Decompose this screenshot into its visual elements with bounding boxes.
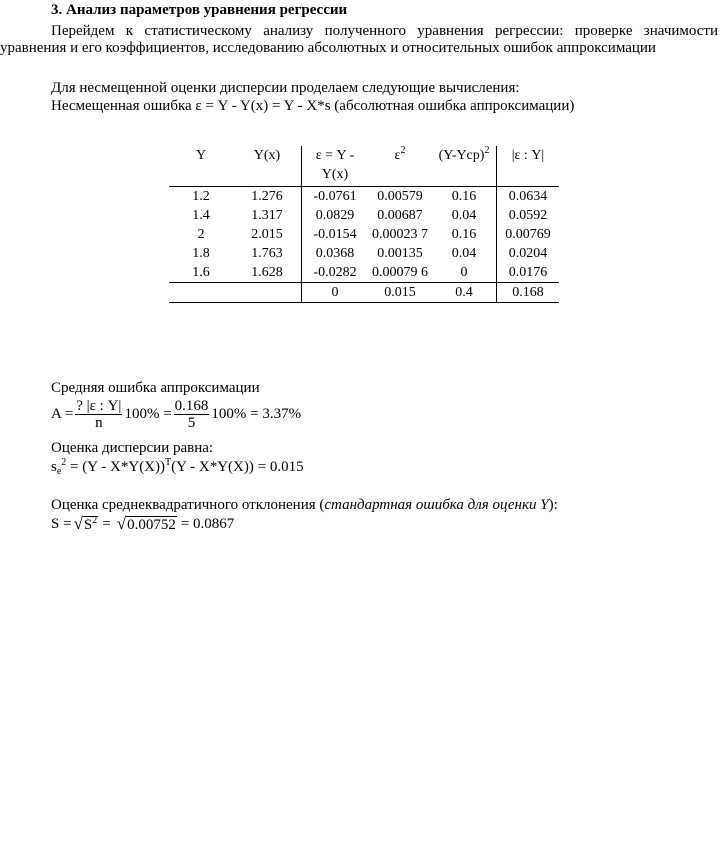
regression-table	[169, 146, 559, 303]
table-row: 1.6 1.628 -0.0282 0.00079 6 0 0.0176	[169, 263, 559, 283]
sqrt-icon: √ $S^2$	[73, 514, 98, 533]
col-header-eps2: $\varepsilon^2$	[368, 146, 432, 187]
col-header-yx: Y(x)	[233, 146, 302, 187]
error-definition-line: Несмещенная ошибка ε = Y - Y(x) = Y - X*s (абсолютная ошибка аппроксимации)	[51, 98, 575, 114]
table-row: 2 2.015 -0.0154 0.00023 7 0.16 0.00769	[169, 225, 559, 244]
col-header-y: Y	[169, 146, 233, 187]
dispersion-title: Оценка дисперсии равна:	[51, 440, 214, 456]
calc-line: Для несмещенной оценки дисперсии проделаем следующие вычисления:	[51, 80, 520, 96]
intro-paragraph	[0, 23, 718, 57]
totals-row: 0 0.015 0.4 0.168	[169, 283, 559, 303]
intro-text: Перейдем к статистическому анализу полученного уравнения регрессии: проверке значимости уравнения и его коэффициентов, исследованию абсолютных и относительных ошибок аппроксимации	[0, 23, 718, 56]
avg-error-title: Средняя ошибка аппроксимации	[51, 380, 260, 396]
table-row: 1.8 1.763 0.0368 0.00135 0.04 0.0204	[169, 244, 559, 263]
table-row: 1.4 1.317 0.0829 0.00687 0.04 0.0592	[169, 206, 559, 225]
table-row: 1.2 1.276 -0.0761 0.00579 0.16 0.0634	[169, 187, 559, 207]
col-header-dev2: $(Y-Yср)^2$	[432, 146, 497, 187]
section-heading: 3. Анализ параметров уравнения регрессии	[51, 2, 348, 18]
fraction-sum-over-n: $\frac{? |\varepsilon : Y|}{n}$	[76, 398, 122, 431]
formula-avg-error: A = $\frac{? |\varepsilon : Y|}{n}$ 100% = $\frac{0.168}{5}$ 100% = 3.37%	[51, 398, 302, 431]
formula-dispersion: $s_e^2 = (Y - X*Y(X))^T(Y - X*Y(X)) = 0.015$	[51, 457, 304, 477]
sqrt-icon: √ 0.00752	[116, 514, 176, 533]
col-header-eps: ε = Y - Y(x)	[302, 146, 369, 187]
std-dev-title: Оценка среднеквадратичного отклонения (стандартная ошибка для оценки Y):	[51, 497, 558, 513]
fraction-value: $\frac{0.168}{5}$	[174, 398, 209, 431]
col-header-rel: |ε : Y|	[497, 146, 560, 187]
formula-std-dev: S = √ $S^2$ = √ 0.00752 = 0.0867	[51, 514, 235, 533]
